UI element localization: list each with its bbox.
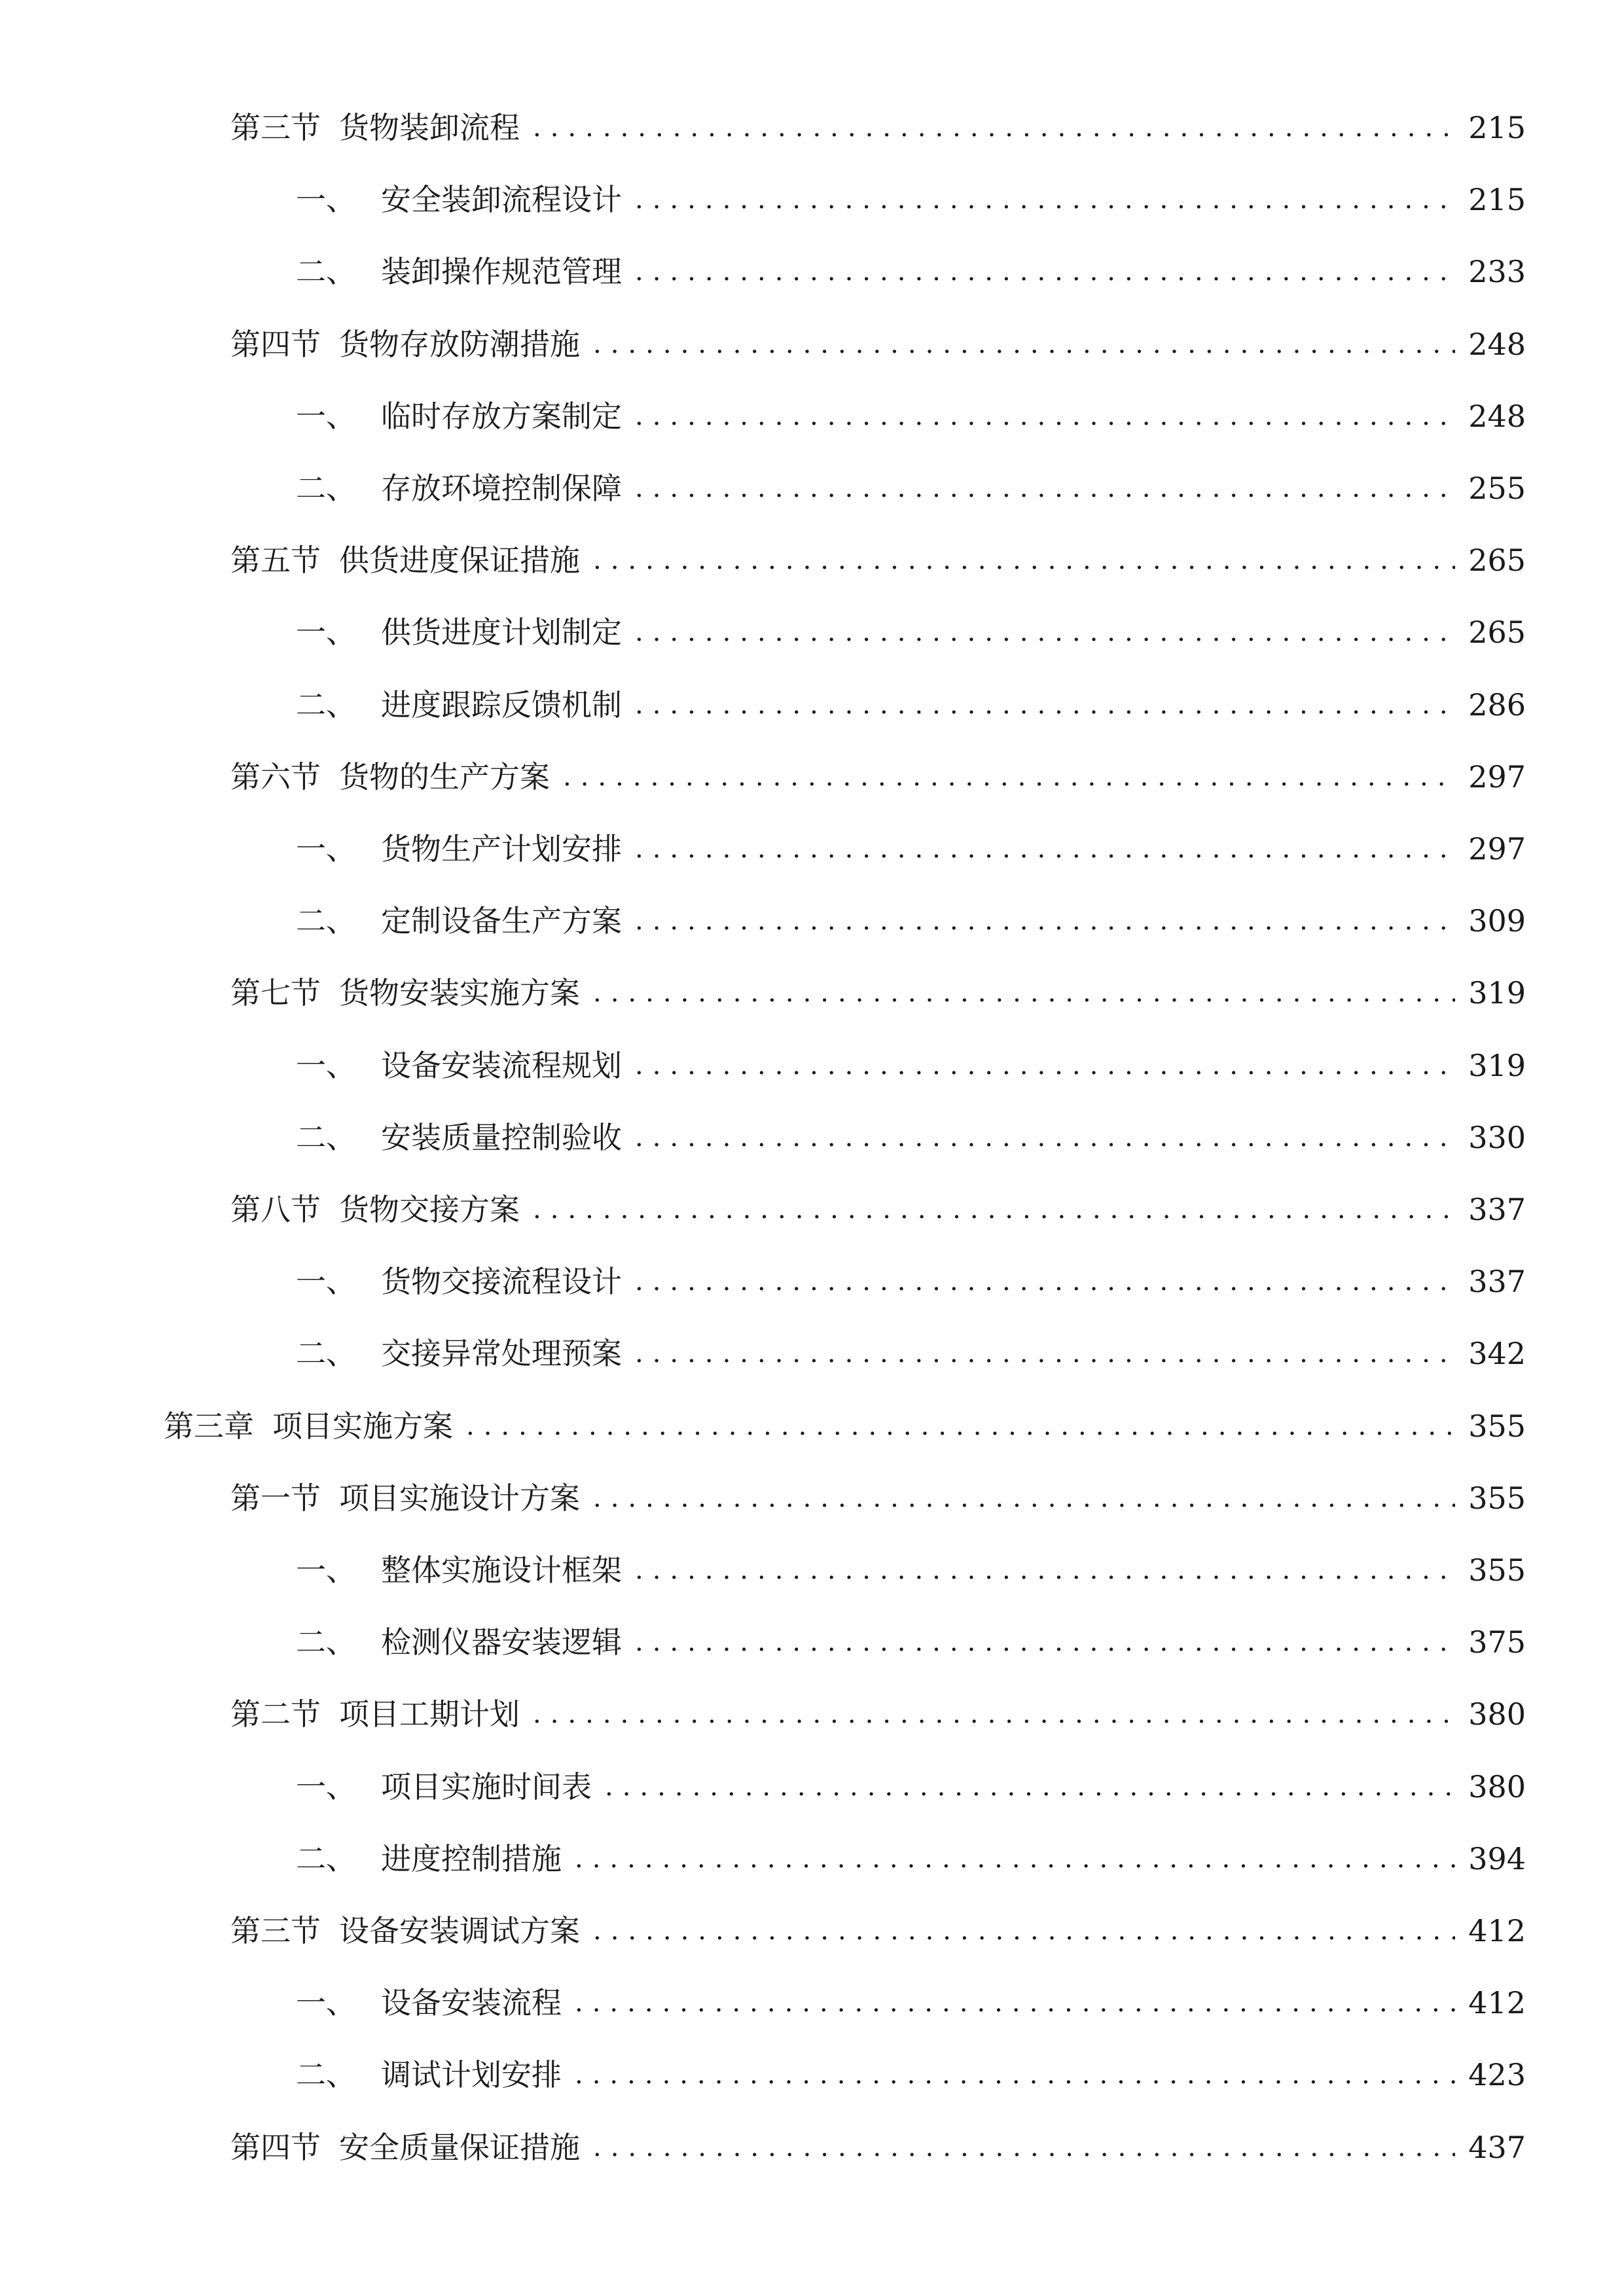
toc-entry-title: 货物安装实施方案 — [339, 975, 580, 1011]
toc-entry-number: 一、 — [296, 182, 356, 217]
toc-entry-section[interactable] — [0, 1670, 1624, 1732]
toc-entry-title: 安全装卸流程设计 — [381, 182, 622, 217]
dot-leader — [533, 1194, 1455, 1225]
dot-leader — [635, 1627, 1455, 1657]
toc-entry-title: 设备安装调试方案 — [339, 1913, 580, 1948]
dot-leader — [593, 2132, 1455, 2162]
toc-entry-number: 二、 — [296, 1624, 356, 1660]
dot-leader — [635, 257, 1455, 287]
toc-entry-title: 整体实施设计框架 — [381, 1552, 622, 1588]
dot-leader — [635, 1338, 1455, 1369]
dot-leader — [593, 978, 1455, 1008]
toc-entry-number: 二、 — [296, 1841, 356, 1876]
toc-entry-page-number: 375 — [1468, 1624, 1526, 1660]
toc-entry-page-number: 265 — [1468, 543, 1526, 578]
toc-entry-number: 一、 — [296, 615, 356, 650]
toc-entry-number: 一、 — [296, 831, 356, 867]
toc-entry-title: 临时存放方案制定 — [381, 399, 622, 434]
toc-entry-title: 进度控制措施 — [381, 1841, 562, 1876]
toc-entry-page-number: 297 — [1468, 831, 1526, 867]
dot-leader — [635, 1050, 1455, 1081]
toc-entry-title: 进度跟踪反馈机制 — [381, 687, 622, 723]
toc-entry-page-number: 355 — [1468, 1480, 1526, 1516]
toc-entry-sub[interactable] — [0, 1598, 1624, 1660]
toc-entry-title: 检测仪器安装逻辑 — [381, 1624, 622, 1660]
toc-entry-title: 货物装卸流程 — [339, 110, 520, 145]
toc-entry-sub[interactable] — [0, 2031, 1624, 2090]
toc-entry-title: 项目实施设计方案 — [339, 1480, 580, 1516]
toc-entry-page-number: 319 — [1468, 1048, 1526, 1083]
dot-leader — [575, 2060, 1455, 2090]
toc-entry-number: 第三节 — [230, 1913, 321, 1948]
toc-entry-number: 一、 — [296, 1769, 356, 1804]
dot-leader — [635, 1555, 1455, 1585]
toc-entry-title: 项目实施时间表 — [381, 1769, 592, 1804]
toc-entry-title: 货物的生产方案 — [339, 759, 550, 795]
toc-entry-title: 项目实施方案 — [272, 1408, 453, 1444]
toc-entry-sub[interactable] — [0, 444, 1624, 506]
toc-entry-sub[interactable] — [0, 805, 1624, 867]
dot-leader — [635, 1266, 1455, 1297]
dot-leader — [563, 762, 1455, 792]
dot-leader — [593, 1483, 1455, 1513]
toc-entry-number: 第七节 — [230, 975, 321, 1011]
toc-entry-page-number: 394 — [1468, 1841, 1526, 1876]
toc-entry-page-number: 215 — [1468, 110, 1526, 145]
toc-entry-page-number: 319 — [1468, 975, 1526, 1011]
toc-entry-page-number: 215 — [1468, 182, 1526, 217]
toc-entry-title: 装卸操作规范管理 — [381, 254, 622, 289]
toc-entry-section[interactable] — [0, 1166, 1624, 1225]
toc-entry-sub[interactable] — [0, 372, 1624, 434]
toc-entry-section[interactable] — [0, 1454, 1624, 1516]
dot-leader — [593, 1916, 1455, 1946]
toc-entry-number: 一、 — [296, 1264, 356, 1299]
dot-leader — [593, 545, 1455, 575]
toc-entry-page-number: 233 — [1468, 254, 1526, 289]
toc-entry-sub[interactable] — [0, 1094, 1624, 1153]
toc-entry-section[interactable] — [0, 84, 1624, 143]
toc-entry-number: 第六节 — [230, 759, 321, 795]
toc-entry-title: 交接异常处理预案 — [381, 1336, 622, 1371]
toc-entry-page-number: 337 — [1468, 1192, 1526, 1227]
toc-entry-title: 设备安装流程规划 — [381, 1048, 622, 1083]
toc-entry-section[interactable] — [0, 1887, 1624, 1946]
toc-entry-number: 一、 — [296, 1985, 356, 2020]
toc-entry-sub[interactable] — [0, 228, 1624, 287]
dot-leader — [635, 1122, 1455, 1153]
toc-entry-section[interactable] — [0, 516, 1624, 578]
toc-entry-page-number: 342 — [1468, 1336, 1526, 1371]
toc-entry-number: 二、 — [296, 1120, 356, 1155]
toc-entry-title: 货物存放防潮措施 — [339, 327, 580, 362]
toc-entry-sub[interactable] — [0, 661, 1624, 723]
toc-entry-sub[interactable] — [0, 1815, 1624, 1874]
toc-entry-page-number: 309 — [1468, 903, 1526, 939]
toc-entry-number: 第四节 — [230, 327, 321, 362]
dot-leader — [635, 834, 1455, 864]
toc-entry-chapter[interactable] — [0, 1382, 1624, 1444]
toc-entry-page-number: 330 — [1468, 1120, 1526, 1155]
toc-entry-sub[interactable] — [0, 1743, 1624, 1802]
toc-entry-number: 第八节 — [230, 1192, 321, 1227]
toc-entry-page-number: 412 — [1468, 1913, 1526, 1948]
dot-leader — [635, 401, 1455, 431]
toc-entry-sub[interactable] — [0, 1238, 1624, 1297]
toc-entry-title: 安全质量保证措施 — [339, 2130, 580, 2165]
toc-entry-number: 第五节 — [230, 543, 321, 578]
toc-entry-sub[interactable] — [0, 1959, 1624, 2018]
toc-entry-number: 二、 — [296, 903, 356, 939]
toc-entry-title: 调试计划安排 — [381, 2057, 562, 2092]
toc-entry-number: 二、 — [296, 687, 356, 723]
dot-leader — [575, 1988, 1455, 2018]
toc-entry-section[interactable] — [0, 300, 1624, 362]
toc-entry-number: 第一节 — [230, 1480, 321, 1516]
toc-entry-page-number: 265 — [1468, 615, 1526, 650]
toc-entry-number: 二、 — [296, 1336, 356, 1371]
toc-entry-page-number: 248 — [1468, 327, 1526, 362]
toc-entry-page-number: 297 — [1468, 759, 1526, 795]
toc-entry-title: 设备安装流程 — [381, 1985, 562, 2020]
toc-entry-sub[interactable] — [0, 1022, 1624, 1081]
toc-entry-sub[interactable] — [0, 1526, 1624, 1588]
toc-entry-page-number: 380 — [1468, 1696, 1526, 1732]
toc-entry-page-number: 380 — [1468, 1769, 1526, 1804]
toc-entry-sub[interactable] — [0, 588, 1624, 650]
toc-entry-section[interactable] — [0, 2104, 1624, 2165]
toc-entry-section[interactable] — [0, 733, 1624, 795]
toc-entry-sub[interactable] — [0, 156, 1624, 215]
toc-entry-number: 第三节 — [230, 110, 321, 145]
dot-leader — [635, 906, 1455, 936]
dot-leader — [635, 690, 1455, 720]
dot-leader — [575, 1844, 1455, 1874]
dot-leader — [533, 113, 1455, 143]
dot-leader — [635, 473, 1455, 503]
toc-entry-title: 存放环境控制保障 — [381, 471, 622, 506]
toc-entry-page-number: 286 — [1468, 687, 1526, 723]
dot-leader — [605, 1772, 1455, 1802]
toc-entry-number: 二、 — [296, 471, 356, 506]
toc-entry-page-number: 437 — [1468, 2130, 1526, 2165]
toc-entry-page-number: 355 — [1468, 1552, 1526, 1588]
toc-entry-page-number: 423 — [1468, 2057, 1526, 2092]
toc-entry-title: 货物交接方案 — [339, 1192, 520, 1227]
toc-entry-number: 一、 — [296, 1552, 356, 1588]
toc-entry-page-number: 412 — [1468, 1985, 1526, 2020]
dot-leader — [533, 1699, 1455, 1729]
toc-entry-page-number: 255 — [1468, 471, 1526, 506]
dot-leader — [593, 329, 1455, 359]
toc-entry-number: 二、 — [296, 254, 356, 289]
toc-entry-page-number: 337 — [1468, 1264, 1526, 1299]
toc-entry-title: 货物生产计划安排 — [381, 831, 622, 867]
toc-entry-title: 货物交接流程设计 — [381, 1264, 622, 1299]
toc-entry-title: 供货进度计划制定 — [381, 615, 622, 650]
toc-entry-number: 第四节 — [230, 2130, 321, 2165]
dot-leader — [635, 617, 1455, 647]
toc-entry-number: 一、 — [296, 1048, 356, 1083]
toc-entry-title: 供货进度保证措施 — [339, 543, 580, 578]
toc-entry-number: 第二节 — [230, 1696, 321, 1732]
dot-leader — [466, 1411, 1455, 1441]
toc-entry-title: 定制设备生产方案 — [381, 903, 622, 939]
toc-entry-number: 二、 — [296, 2057, 356, 2092]
toc-entry-sub[interactable] — [0, 877, 1624, 939]
dot-leader — [635, 185, 1455, 215]
toc-entry-section[interactable] — [0, 949, 1624, 1011]
toc-entry-number: 一、 — [296, 399, 356, 434]
toc-entry-page-number: 355 — [1468, 1408, 1526, 1444]
toc-entry-sub[interactable] — [0, 1310, 1624, 1369]
toc-entry-title: 项目工期计划 — [339, 1696, 520, 1732]
toc-entry-number: 第三章 — [164, 1408, 254, 1444]
toc-entry-title: 安装质量控制验收 — [381, 1120, 622, 1155]
toc-entry-page-number: 248 — [1468, 399, 1526, 434]
